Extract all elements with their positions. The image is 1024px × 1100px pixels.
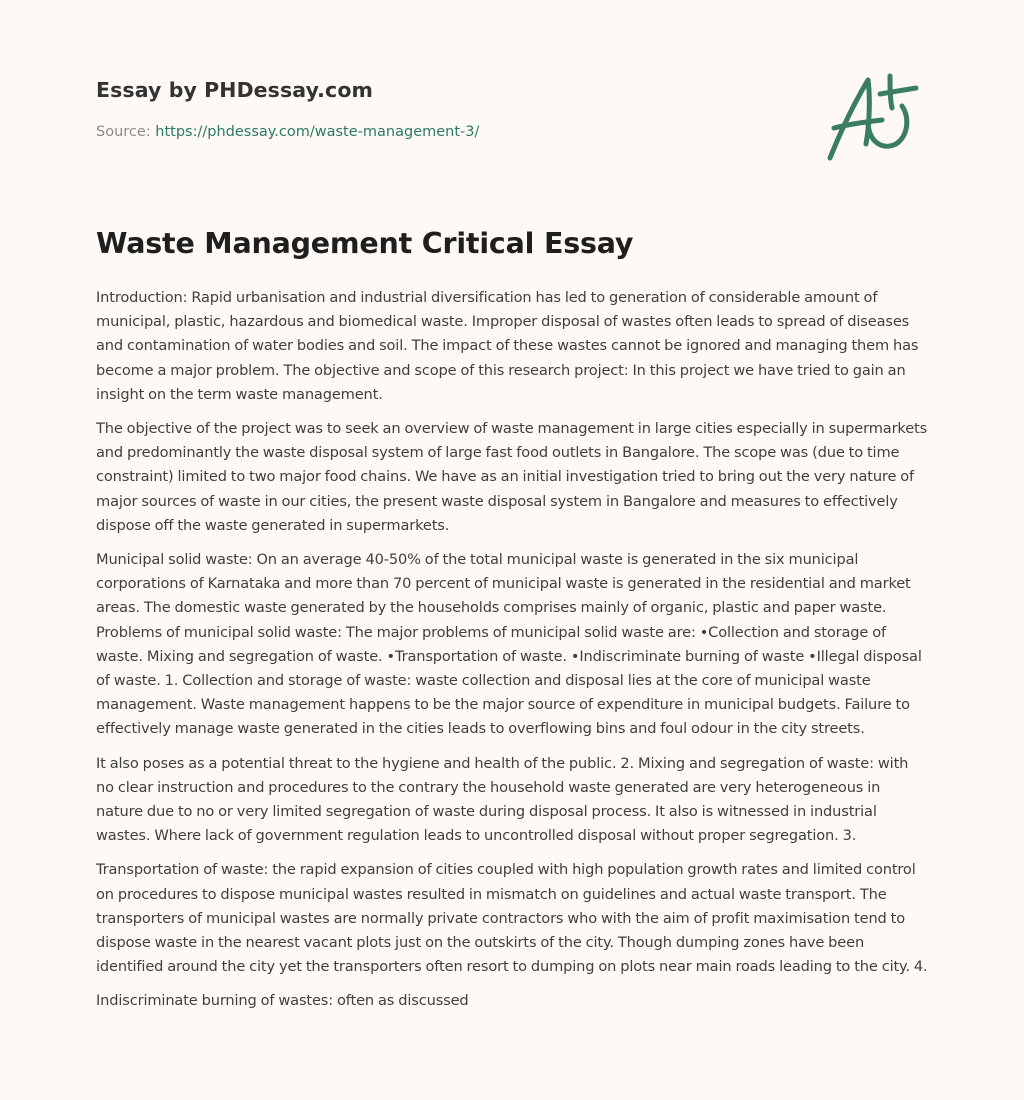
essay-paragraph: Transportation of waste: the rapid expansion of cities coupled with high population growth rates and limited control on procedures to dispose municipal wastes resulted in mismatch on guidelines and actual waste transport. The transporters of municipal wastes are normally private contractors who with the aim of profit maximisation tend to dispose waste in the nearest vacant plots just on the outskirts of the city. Though dumping zones have been identified around the city yet the transporters often resort to dumping on plots near main roads leading to the city. 4. [96, 861, 928, 976]
essay-paragraph: It also poses as a potential threat to the hygiene and health of the public. 2. Mixing and segregation of waste: with no clear instruction and procedures to the contrary the household waste generated are very heterogeneous in nature due to no or very limited segregation of waste during disposal process. It also is witnessed in industrial wastes. Where lack of government regulation leads to uncontrolled disposal without proper segregation. 3. [96, 754, 909, 845]
essay-paragraph: Introduction: Rapid urbanisation and industrial diversification has led to generation of considerable amount of municipal, plastic, hazardous and biomedical waste. Improper disposal of wastes often leads to spread of diseases and contamination of water bodies and soil. The impact of these wastes cannot be ignored and managing them has become a major problem. The objective and scope of this research project: In this project we have tried to gain an insight on the term waste management. [96, 289, 919, 403]
essay-paragraph: The objective of the project was to seek an overview of waste management in large cities especially in supermarkets and predominantly the waste disposal system of large fast food outlets in Bangalore. The scope was (due to time constraint) limited to two major food chains. We have as an initial investigation tried to bring out the very nature of major sources of waste in our cities, the present waste disposal system in Bangalore and measures to effectively dispose off the waste generated in supermarkets. [96, 420, 928, 534]
source-line [96, 122, 796, 142]
source-label: Source: [96, 124, 151, 140]
essay-title: Waste Management Critical Essay [96, 227, 634, 260]
page-header [96, 76, 796, 142]
essay-paragraph: Indiscriminate burning of wastes: often as discussed [96, 992, 469, 1010]
brand-title: Essay by PHDessay.com [96, 78, 373, 102]
essay-body [96, 286, 928, 1024]
source-link[interactable]: https://phdessay.com/waste-management-3/ [155, 124, 480, 140]
essay-paragraph: Municipal solid waste: On an average 40-50% of the total municipal waste is generated in the six municipal corporations of Karnataka and more than 70 percent of municipal waste is generated in the residential and market areas. The domestic waste generated by the households comprises mainly of organic, plastic and paper waste. Problems of municipal solid waste: The major problems of municipal solid waste are: •Collection and storage of waste. Mixing and segregation of waste. •Transportation of waste. •Indiscriminate burning of waste •Illegal disposal of waste. 1. Collection and storage of waste: waste collection and disposal lies at the core of municipal waste management. Waste management happens to be the major source of expenditure in municipal budgets. Failure to effectively manage waste generated in the cities leads to overflowing bins and foul odour in the city streets. [96, 551, 922, 738]
a-plus-grade-icon [820, 66, 930, 166]
